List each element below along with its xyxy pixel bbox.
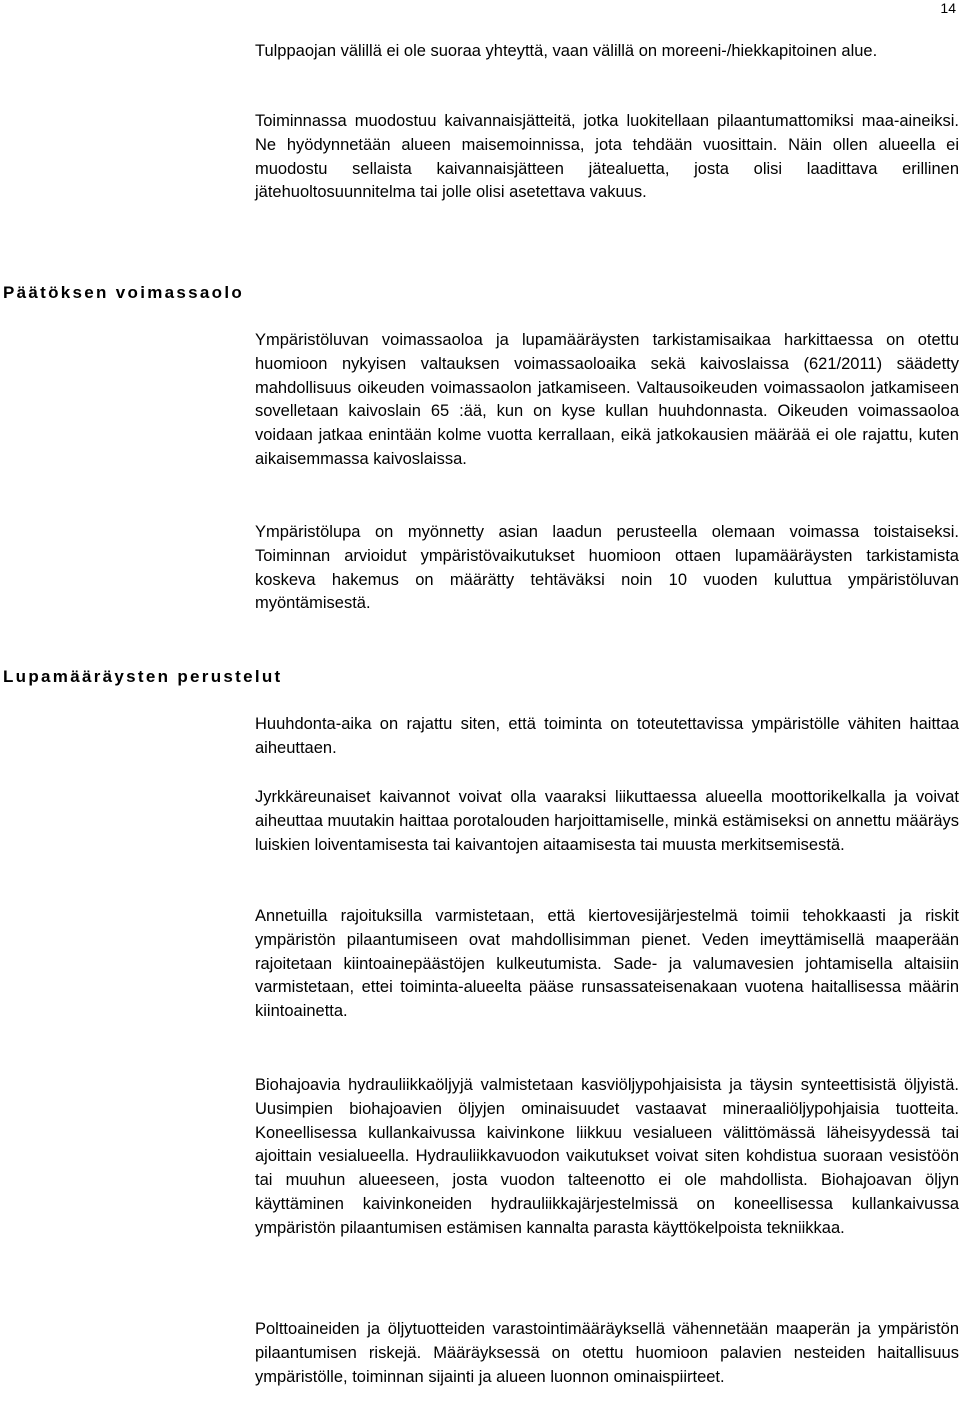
justification-paragraph-2: Jyrkkäreunaiset kaivannot voivat olla vaaraksi liikuttaessa alueella moottorikelkalla ja voivat aiheuttaa muutakin haittaa porotalouden harjoittamiselle, minkä estämiseksi on annettu määräys luiskien loiventamisesta tai kaivantojen aitaamisesta tai muusta merkitsemisestä. bbox=[255, 788, 959, 854]
section-heading-justifications: Lupamääräysten perustelut bbox=[3, 667, 283, 686]
justification-paragraph-5: Polttoaineiden ja öljytuotteiden varastointimääräyksellä vähennetään maaperän ja ympäristön pilaantumisen riskejä. Määräyksessä on otettu huomioon palavien nesteiden haitallisuus ympäristölle, toiminnan sijainti ja alueen luonnon ominaispiirteet. bbox=[255, 1320, 959, 1386]
validity-paragraph-2: Ympäristölupa on myönnetty asian laadun perusteella olemaan voimassa toistaiseksi. Toiminnan arvioidut ympäristövaikutukset huomioon ottaen lupamääräysten tarkistamista koskeva hakemus on määrätty tehtäväksi noin 10 vuoden kuluttua ympäristöluvan myöntämisestä. bbox=[255, 523, 959, 613]
justification-paragraph-4: Biohajoavia hydrauliikkaöljyjä valmistetaan kasviöljypohjaisista ja täysin synteettisistä öljyistä. Uusimpien biohajoavien öljyjen ominaisuudet vastaavat mineraaliöljypohjaisia tuotteita. Koneellisessa kullankaivussa kaivinkone liikkuu vesialueen välittömässä läheisyydessä tai ajoittain vesialueella. Hydrauliikkavuodon vaikutukset voivat siten kohdistua suoraan vesistöön tai muuhun alueeseen, josta vuodon talteenotto ei ole mahdollista. Biohajoavan öljyn käyttäminen kaivinkoneiden hydrauliikkajärjestelmissä on koneellisessa kullankaivussa ympäristön pilaantumisen estämisen kannalta parasta käyttökelpoista tekniikkaa. bbox=[255, 1076, 959, 1237]
validity-paragraph-1: Ympäristöluvan voimassaoloa ja lupamääräysten tarkistamisaikaa harkittaessa on otettu huomioon nykyisen valtauksen voimassaoloaika sekä kaivoslaissa (621/2011) säädetty mahdollisuus oikeuden voimassaolon jatkamiseen. Valtausoikeuden voimassaolon jatkamiseen sovelletaan kaivoslain 65 :ää, kun on kyse kullan huuhdonnasta. Oikeuden voimassaoloa voidaan jatkaa enintään kolme vuotta kerrallaan, eikä jatkokausien määrää ei ole rajattu, kuten aikaisemmassa kaivoslaissa. bbox=[255, 331, 959, 468]
justification-paragraph-1: Huuhdonta-aika on rajattu siten, että toiminta on toteutettavissa ympäristölle vähiten haittaa aiheuttaen. bbox=[255, 715, 959, 757]
section-heading-validity: Päätöksen voimassaolo bbox=[3, 283, 245, 302]
intro-paragraph-groundwater: Tulppaojan välillä ei ole suoraa yhteyttä, vaan välillä on moreeni-/hiekkapitoinen alue. bbox=[255, 42, 878, 60]
intro-paragraph-waste: Toiminnassa muodostuu kaivannaisjätteitä, jotka luokitellaan pilaantumattomiksi maa-aineiksi. Ne hyödynnetään alueen maisemoinnissa, jota tehdään vuosittain. Näin ollen alueella ei muodostu sellaista kaivannaisjätteen jätealuetta, josta olisi laadittava erillinen jätehuoltosuunnitelma tai jolle olisi asetettava vakuus. bbox=[255, 112, 959, 202]
justification-paragraph-3: Annetuilla rajoituksilla varmistetaan, että kiertovesijärjestelmä toimii tehokkaasti ja riskit ympäristön pilaantumiseen ovat mahdollisimman pienet. Veden imeyttämisellä maaperään rajoitetaan kiintoainepäästöjen kulkeutumista. Sade- ja valumavesien johtamisella altaisiin varmistetaan, ettei toiminta-alueelta pääse runsassateisenakaan vuotena haitallisessa määrin kiintoainetta. bbox=[255, 907, 959, 1021]
page-number: 14 bbox=[940, 0, 956, 16]
